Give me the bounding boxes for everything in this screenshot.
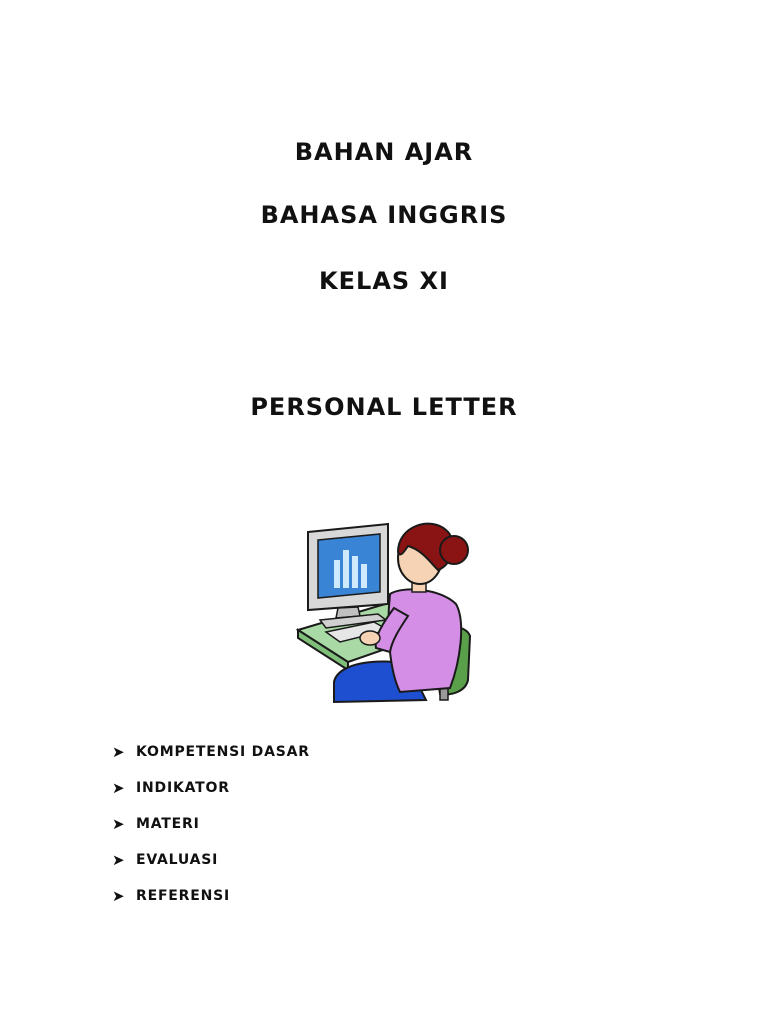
toc-item-label: EVALUASI xyxy=(136,852,219,868)
arrowhead-bullet-icon: ➤ xyxy=(112,779,125,797)
arrowhead-bullet-icon: ➤ xyxy=(112,815,125,833)
cover-grade: KELAS XI xyxy=(319,267,449,295)
list-item xyxy=(112,842,310,878)
list-item xyxy=(112,806,310,842)
toc-item-label: KOMPETENSI DASAR xyxy=(136,744,310,760)
arrowhead-bullet-icon: ➤ xyxy=(112,851,125,869)
list-item xyxy=(112,734,310,770)
toc-item-label: REFERENSI xyxy=(136,888,231,904)
arrowhead-bullet-icon: ➤ xyxy=(112,743,125,761)
cover-topic: PERSONAL LETTER xyxy=(250,393,518,421)
list-item xyxy=(112,878,310,914)
list-item xyxy=(112,770,310,806)
table-of-contents xyxy=(112,734,310,914)
cover-title-bahan-ajar: BAHAN AJAR xyxy=(294,138,474,166)
toc-item-label: INDIKATOR xyxy=(136,780,230,796)
arrowhead-bullet-icon: ➤ xyxy=(112,887,125,905)
toc-item-label: MATERI xyxy=(136,816,200,832)
cover-subject: BAHASA INGGRIS xyxy=(260,201,508,229)
woman-at-computer-icon xyxy=(290,512,480,707)
